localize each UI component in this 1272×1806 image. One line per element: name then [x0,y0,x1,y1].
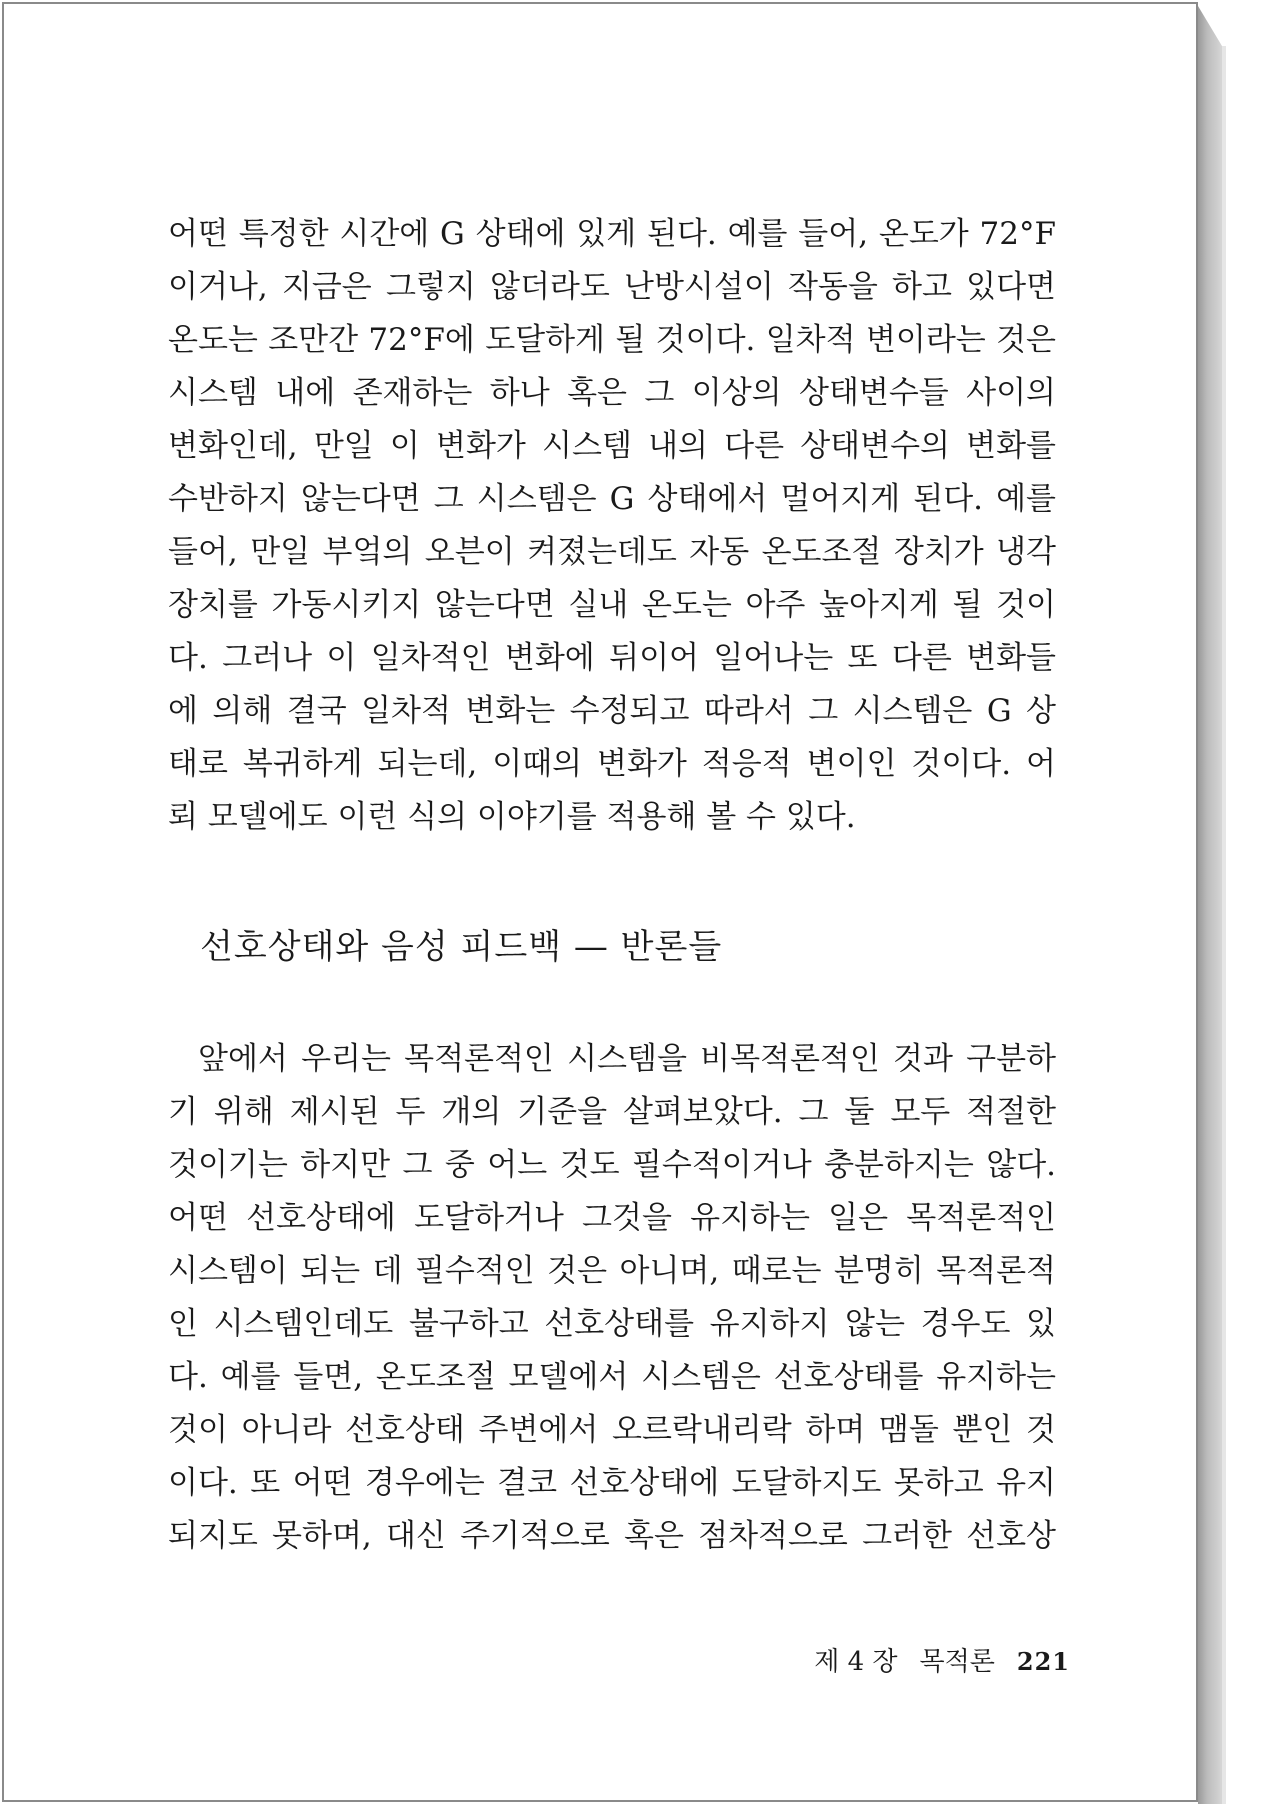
text-line: 것이 아니라 선호상태 주변에서 오르락내리락 하며 맴돌 뿐인 것 [168,1412,1056,1448]
section-heading: 선호상태와 음성 피드백 — 반론들 [200,927,723,967]
chapter-title: 목적론 [919,1647,995,1677]
text-line: 장치를 가동시키지 않는다면 실내 온도는 아주 높아지게 될 것이 [168,587,1056,623]
text-line: 이다. 또 어떤 경우에는 결코 선호상태에 도달하지도 못하고 유지 [168,1465,1056,1501]
text-line: 온도는 조만간 72°F에 도달하게 될 것이다. 일차적 변이라는 것은 [168,322,1056,358]
text-line: 태로 복귀하게 되는데, 이때의 변화가 적응적 변이인 것이다. 어 [168,746,1056,782]
body-paragraph-1 [168,208,1056,844]
text-line: 기 위해 제시된 두 개의 기준을 살펴보았다. 그 둘 모두 적절한 [168,1094,1056,1130]
page-number: 221 [1016,1647,1070,1676]
page-footer [770,1642,1070,1682]
text-line: 시스템 내에 존재하는 하나 혹은 그 이상의 상태변수들 사이의 [168,375,1056,411]
text-line: 이거나, 지금은 그렇지 않더라도 난방시설이 작동을 하고 있다면 [168,269,1056,305]
page-edge-shadow [1222,46,1226,1804]
text-line: 다. 그러나 이 일차적인 변화에 뒤이어 일어나는 또 다른 변화들 [168,640,1056,676]
text-line: 되지도 못하며, 대신 주기적으로 혹은 점차적으로 그러한 선호상 [168,1518,1056,1554]
text-line: 시스템이 되는 데 필수적인 것은 아니며, 때로는 분명히 목적론적 [168,1253,1056,1289]
text-line: 것이기는 하지만 그 중 어느 것도 필수적이거나 충분하지는 않다. [168,1147,1056,1183]
text-line: 변화인데, 만일 이 변화가 시스템 내의 다른 상태변수의 변화를 [168,428,1056,464]
page-stack-edge [1198,6,1222,1804]
body-paragraph-2 [168,1033,1056,1563]
text-line: 어떤 선호상태에 도달하거나 그것을 유지하는 일은 목적론적인 [168,1200,1056,1236]
text-line: 다. 예를 들면, 온도조절 모델에서 시스템은 선호상태를 유지하는 [168,1359,1056,1395]
text-line: 앞에서 우리는 목적론적인 시스템을 비목적론적인 것과 구분하 [198,1041,1056,1077]
text-line: 뢰 모델에도 이런 식의 이야기를 적용해 볼 수 있다. [168,799,856,835]
text-line: 들어, 만일 부엌의 오븐이 켜졌는데도 자동 온도조절 장치가 냉각 [168,534,1056,570]
text-line: 에 의해 결국 일차적 변화는 수정되고 따라서 그 시스템은 G 상 [168,693,1056,729]
text-line: 수반하지 않는다면 그 시스템은 G 상태에서 멀어지게 된다. 예를 [168,481,1056,517]
text-line: 어떤 특정한 시간에 G 상태에 있게 된다. 예를 들어, 온도가 72°F [168,216,1056,252]
chapter-label: 제 4 장 [814,1647,898,1677]
text-line: 인 시스템인데도 불구하고 선호상태를 유지하지 않는 경우도 있 [168,1306,1056,1342]
